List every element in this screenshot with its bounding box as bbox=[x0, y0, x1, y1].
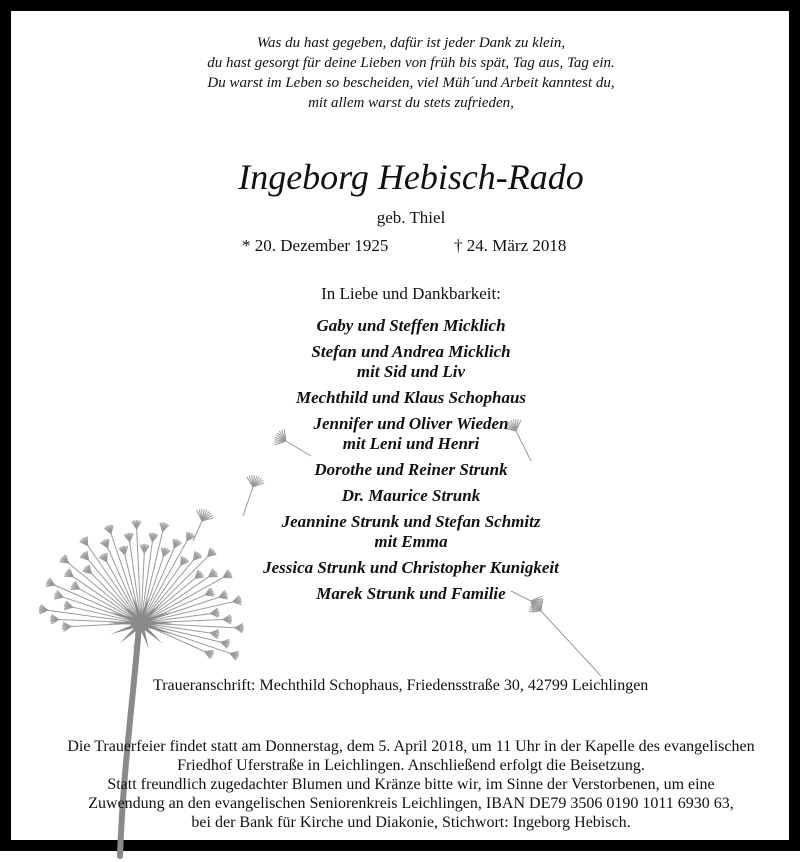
mourner-line: Mechthild und Klaus Schophaus bbox=[11, 388, 800, 408]
poem-line: Du warst im Leben so bescheiden, viel Müh´und Arbeit kanntest du, bbox=[11, 73, 800, 93]
mourner-line: Stefan und Andrea Micklich bbox=[11, 342, 800, 362]
mourner-line: mit Emma bbox=[11, 532, 800, 552]
intro-text: In Liebe und Dankbarkeit: bbox=[11, 284, 800, 304]
mourner-line: Dorothe und Reiner Strunk bbox=[11, 460, 800, 480]
poem-line: mit allem warst du stets zufrieden, bbox=[11, 93, 800, 113]
mourner-line: Marek Strunk und Familie bbox=[11, 584, 800, 604]
notice-line: Statt freundlich zugedachter Blumen und Kränze bitte wir, im Sinne der Verstorbenen, um eine bbox=[11, 775, 800, 794]
funeral-notice bbox=[11, 737, 800, 832]
birth-name: geb. Thiel bbox=[11, 208, 800, 228]
mourner-line: Jeannine Strunk und Stefan Schmitz bbox=[11, 512, 800, 532]
mourner-list bbox=[11, 316, 800, 610]
mourning-address: Traueranschrift: Mechthild Schophaus, Friedensstraße 30, 42799 Leichlingen bbox=[153, 677, 648, 695]
mourner-group bbox=[11, 486, 800, 506]
deceased-name: Ingeborg Hebisch-Rado bbox=[11, 155, 800, 199]
mourner-group bbox=[11, 558, 800, 578]
poem-line: du hast gesorgt für deine Lieben von früh bis spät, Tag aus, Tag ein. bbox=[11, 53, 800, 73]
mourner-group bbox=[11, 414, 800, 454]
mourner-group bbox=[11, 512, 800, 552]
mourner-group bbox=[11, 460, 800, 480]
poem-line: Was du hast gegeben, dafür ist jeder Dank zu klein, bbox=[11, 33, 800, 53]
notice-line: Friedhof Uferstraße in Leichlingen. Anschließend erfolgt die Beisetzung. bbox=[11, 756, 800, 775]
mourner-group bbox=[11, 342, 800, 382]
poem bbox=[11, 33, 800, 113]
mourner-group bbox=[11, 316, 800, 336]
mourner-group bbox=[11, 584, 800, 604]
mourner-line: Jennifer und Oliver Wieden bbox=[11, 414, 800, 434]
mourner-line: mit Leni und Henri bbox=[11, 434, 800, 454]
notice-line: Die Trauerfeier findet statt am Donnerstag, dem 5. April 2018, um 11 Uhr in der Kapelle des evangelischen bbox=[11, 737, 800, 756]
mourner-line: mit Sid und Liv bbox=[11, 362, 800, 382]
death-date: † 24. März 2018 bbox=[454, 236, 566, 256]
mourner-line: Jessica Strunk und Christopher Kunigkeit bbox=[11, 558, 800, 578]
mourner-line: Dr. Maurice Strunk bbox=[11, 486, 800, 506]
notice-line: bei der Bank für Kirche und Diakonie, Stichwort: Ingeborg Hebisch. bbox=[11, 813, 800, 832]
mourner-group bbox=[11, 388, 800, 408]
notice-line: Zuwendung an den evangelischen Seniorenkreis Leichlingen, IBAN DE79 3506 0190 1011 6930 63, bbox=[11, 794, 800, 813]
mourner-line: Gaby und Steffen Micklich bbox=[11, 316, 800, 336]
birth-date: * 20. Dezember 1925 bbox=[242, 236, 388, 256]
